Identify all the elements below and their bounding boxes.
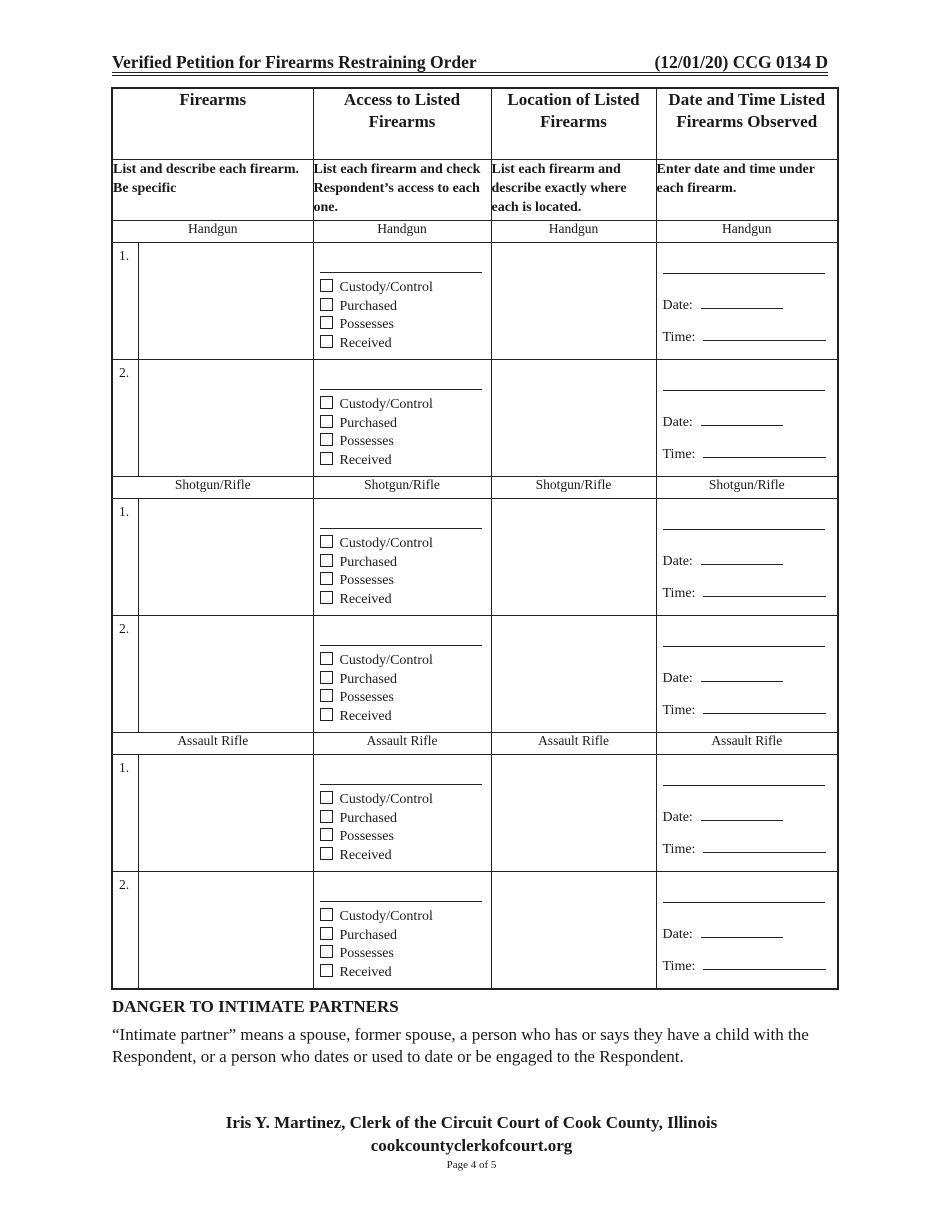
access-cell [313,360,491,477]
firearm-entry-row [112,755,838,872]
category-label: Handgun [313,221,491,243]
access-option-custody-control[interactable] [320,396,433,415]
checkbox-label: Purchased [339,810,398,826]
date-field[interactable] [701,668,783,682]
access-option-received[interactable] [320,335,433,354]
firearm-name-line[interactable] [663,785,825,786]
checkbox[interactable] [320,554,333,567]
checkbox-label: Possesses [339,573,394,588]
firearm-entry-row [112,499,838,616]
category-label: Shotgun/Rifle [491,477,656,499]
checkbox[interactable] [320,652,333,665]
checkbox-label: Custody/Control [339,536,433,551]
time-field[interactable] [703,956,826,970]
category-label: Shotgun/Rifle [112,477,313,499]
firearm-name-line[interactable] [663,390,825,391]
date-field[interactable] [701,412,783,426]
checkbox[interactable] [320,572,333,585]
category-label: Handgun [112,221,313,243]
firearm-name-line[interactable] [320,901,482,902]
time-label: Time: [662,586,696,601]
firearm-description-field[interactable] [138,243,313,360]
time-label: Time: [662,330,696,345]
access-cell [313,872,491,990]
checkbox[interactable] [320,316,333,329]
access-option-received[interactable] [320,847,433,866]
date-field[interactable] [701,551,783,565]
access-option-purchased[interactable] [320,298,433,317]
checkbox-label: Received [339,708,392,724]
access-option-possesses[interactable] [320,945,433,964]
access-option-purchased[interactable] [320,415,433,434]
entry-number: 2. [112,360,138,477]
checkbox[interactable] [320,433,333,446]
checkbox[interactable] [320,452,333,465]
date-field[interactable] [701,924,783,938]
firearm-entry-row [112,616,838,733]
checkbox[interactable] [320,689,333,702]
location-field[interactable] [491,755,656,872]
checkbox[interactable] [320,927,333,940]
date-time-cell [656,755,838,872]
date-label: Date: [662,671,693,686]
col-instruction-firearms: List and describe each firearm. Be specific [112,160,313,221]
location-field[interactable] [491,872,656,990]
firearm-name-line[interactable] [663,646,825,647]
checkbox[interactable] [320,847,333,860]
date-label: Date: [662,810,693,825]
checkbox-label: Received [339,591,392,607]
checkbox[interactable] [320,671,333,684]
firearm-description-field[interactable] [138,360,313,477]
checkbox-label: Purchased [339,415,398,431]
checkbox[interactable] [320,908,333,921]
access-option-received[interactable] [320,708,433,727]
access-option-custody-control[interactable] [320,791,433,810]
firearm-name-line[interactable] [320,784,482,785]
form-title: Verified Petition for Firearms Restraining Order [112,52,477,72]
col-heading-date-time: Date and Time Listed Firearms Observed [656,88,838,160]
category-label: Shotgun/Rifle [656,477,838,499]
firearm-name-line[interactable] [320,528,482,529]
entry-number: 1. [112,499,138,616]
access-option-custody-control[interactable] [320,652,433,671]
firearm-name-line[interactable] [663,529,825,530]
date-time-cell [656,872,838,990]
checkbox-label: Possesses [339,946,394,961]
date-label: Date: [662,554,693,569]
time-label: Time: [662,703,696,718]
access-option-purchased[interactable] [320,927,433,946]
checkbox-label: Possesses [339,434,394,449]
time-label: Time: [662,447,696,462]
date-label: Date: [662,415,693,430]
time-label: Time: [662,842,696,857]
category-row [112,733,838,755]
col-heading-location: Location of Listed Firearms [491,88,656,160]
checkbox[interactable] [320,708,333,721]
access-option-custody-control[interactable] [320,908,433,927]
category-label: Assault Rifle [491,733,656,755]
access-option-custody-control[interactable] [320,535,433,554]
section-title: DANGER TO INTIMATE PARTNERS [112,997,399,1016]
access-cell [313,755,491,872]
checkbox[interactable] [320,415,333,428]
category-label: Handgun [656,221,838,243]
footer-website[interactable]: cookcountyclerkofcourt.org [370,1136,573,1155]
firearm-name-line[interactable] [320,645,482,646]
section-text: “Intimate partner” means a spouse, former spouse, a person who has or says they have a child with the Respondent, or a person who dates or used to date or be engaged to the Respondent. [112,1025,809,1066]
checkbox[interactable] [320,945,333,958]
checkbox-label: Custody/Control [339,280,433,295]
access-option-possesses[interactable] [320,316,433,335]
access-option-received[interactable] [320,591,433,610]
page-header [112,52,828,73]
date-field[interactable] [701,295,783,309]
date-time-cell [656,243,838,360]
firearm-description-field[interactable] [138,755,313,872]
access-option-purchased[interactable] [320,554,433,573]
firearm-name-line[interactable] [663,902,825,903]
checkbox-label: Received [339,964,392,980]
checkbox-label: Received [339,335,392,351]
category-row [112,221,838,243]
checkbox-label: Possesses [339,829,394,844]
category-label: Assault Rifle [313,733,491,755]
access-option-possesses[interactable] [320,572,433,591]
checkbox-label: Possesses [339,690,394,705]
time-field[interactable] [703,583,826,597]
access-option-purchased[interactable] [320,810,433,829]
col-instruction-access: List each firearm and check Respondent’s access to each one. [313,160,491,221]
checkbox-label: Purchased [339,927,398,943]
category-label: Shotgun/Rifle [313,477,491,499]
firearm-name-line[interactable] [320,389,482,390]
checkbox-label: Custody/Control [339,909,433,924]
checkbox-label: Purchased [339,671,398,687]
firearm-name-line[interactable] [663,273,825,274]
firearm-entry-row [112,243,838,360]
col-heading-firearms: Firearms [112,88,313,160]
firearm-description-field[interactable] [138,616,313,733]
time-field[interactable] [703,327,826,341]
checkbox-label: Received [339,452,392,468]
access-option-possesses[interactable] [320,689,433,708]
form-code: (12/01/20) CCG 0134 D [654,52,828,72]
checkbox-label: Received [339,847,392,863]
checkbox[interactable] [320,591,333,604]
checkbox[interactable] [320,791,333,804]
access-option-possesses[interactable] [320,433,433,452]
firearm-description-field[interactable] [138,499,313,616]
entry-number: 1. [112,243,138,360]
col-heading-access: Access to Listed Firearms [313,88,491,160]
location-field[interactable] [491,243,656,360]
checkbox[interactable] [320,335,333,348]
location-field[interactable] [491,360,656,477]
time-label: Time: [662,959,696,974]
firearms-table [111,87,839,990]
firearm-entry-row [112,360,838,477]
checkbox[interactable] [320,279,333,292]
category-label: Assault Rifle [112,733,313,755]
time-field[interactable] [703,839,826,853]
access-option-received[interactable] [320,452,433,471]
category-label: Handgun [491,221,656,243]
firearm-description-field[interactable] [138,872,313,990]
category-label: Assault Rifle [656,733,838,755]
entry-number: 1. [112,755,138,872]
entry-number: 2. [112,616,138,733]
date-time-cell [656,360,838,477]
access-option-received[interactable] [320,964,433,983]
access-option-custody-control[interactable] [320,279,433,298]
checkbox-label: Custody/Control [339,792,433,807]
col-instruction-location: List each firearm and describe exactly where each is located. [491,160,656,221]
entry-number: 2. [112,872,138,990]
checkbox-label: Purchased [339,298,398,314]
checkbox-label: Custody/Control [339,397,433,412]
category-row [112,477,838,499]
firearm-entry-row [112,872,838,990]
access-cell [313,243,491,360]
date-time-cell [656,616,838,733]
checkbox[interactable] [320,964,333,977]
location-field[interactable] [491,616,656,733]
date-label: Date: [662,927,693,942]
checkbox-label: Custody/Control [339,653,433,668]
checkbox[interactable] [320,298,333,311]
date-field[interactable] [701,807,783,821]
checkbox[interactable] [320,828,333,841]
checkbox[interactable] [320,396,333,409]
access-option-possesses[interactable] [320,828,433,847]
checkbox-label: Purchased [339,554,398,570]
date-label: Date: [662,298,693,313]
time-field[interactable] [703,700,826,714]
checkbox-label: Possesses [339,317,394,332]
time-field[interactable] [703,444,826,458]
firearm-name-line[interactable] [320,272,482,273]
checkbox[interactable] [320,810,333,823]
footer-clerk: Iris Y. Martinez, Clerk of the Circuit Court of Cook County, Illinois [225,1113,718,1132]
location-field[interactable] [491,499,656,616]
access-cell [313,499,491,616]
date-time-cell [656,499,838,616]
page-number: Page 4 of 5 [446,1159,497,1171]
access-option-purchased[interactable] [320,671,433,690]
col-instruction-date-time: Enter date and time under each firearm. [656,160,838,221]
access-cell [313,616,491,733]
checkbox[interactable] [320,535,333,548]
